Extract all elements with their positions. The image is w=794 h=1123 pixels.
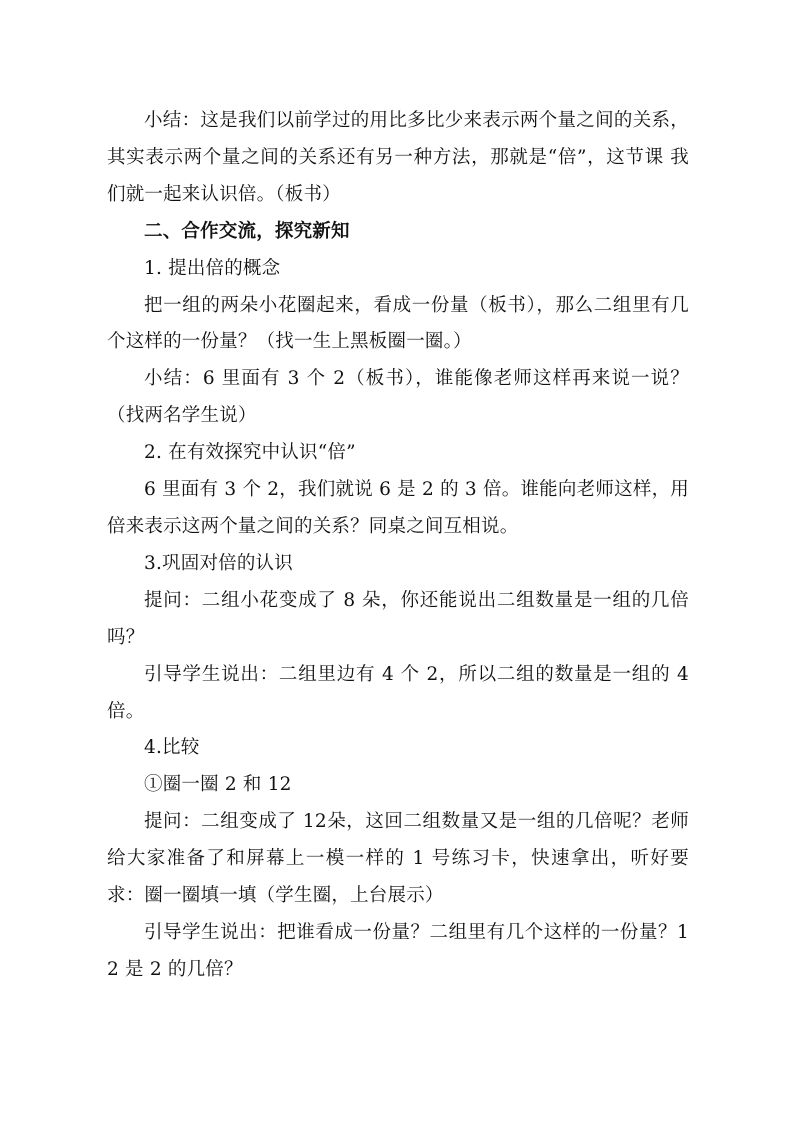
subheading-explore: 2. 在有效探究中认识“倍”	[144, 442, 356, 464]
paragraph-question-eight: 提问：二组小花变成了 8 朵，你还能说出二组数量是一组的几倍吗？	[107, 589, 689, 648]
subheading-concept: 1. 提出倍的概念	[144, 257, 281, 279]
subheading-compare: 4.比较	[144, 737, 200, 759]
document-body	[107, 103, 689, 989]
paragraph-guide-four: 引导学生说出：二组里边有 4 个 2，所以二组的数量是一组的 4 倍。	[107, 663, 689, 722]
paragraph-guide-twelve: 引导学生说出：把谁看成一份量？二组里有几个这样的一份量？12 是 2 的几倍？	[107, 921, 689, 980]
paragraph-circle-flowers: 把一组的两朵小花圈起来，看成一份量（板书），那么二组里有几个这样的一份量？（找一生上黑板圈一圈。）	[107, 294, 689, 353]
paragraph-summary-intro: 小结：这是我们以前学过的用比多比少来表示两个量之间的关系，其实表示两个量之间的关系还有另一种方法，那就是“倍”，这节课 我们就一起来认识倍。（板书）	[107, 110, 689, 205]
list-item-circle-two-twelve: ①圈一圈 2 和 12	[144, 774, 292, 796]
section-heading-cooperation: 二、合作交流，探究新知	[144, 220, 350, 242]
subheading-consolidate: 3.巩固对倍的认识	[144, 552, 293, 574]
paragraph-question-twelve: 提问：二组变成了 12朵，这回二组数量又是一组的几倍呢？老师给大家准备了和屏幕上一模一样的 1 号练习卡，快速拿出，听好要求：圈一圈填一填（学生圈，上台展示）	[107, 811, 689, 907]
paragraph-summary-six: 小结：6 里面有 3 个 2（板书），谁能像老师这样再来说一说？（找两名学生说）	[107, 368, 689, 427]
paragraph-six-three-times: 6 里面有 3 个 2，我们就说 6 是 2 的 3 倍。谁能向老师这样，用倍来表示这两个量之间的关系？同桌之间互相说。	[107, 479, 689, 537]
